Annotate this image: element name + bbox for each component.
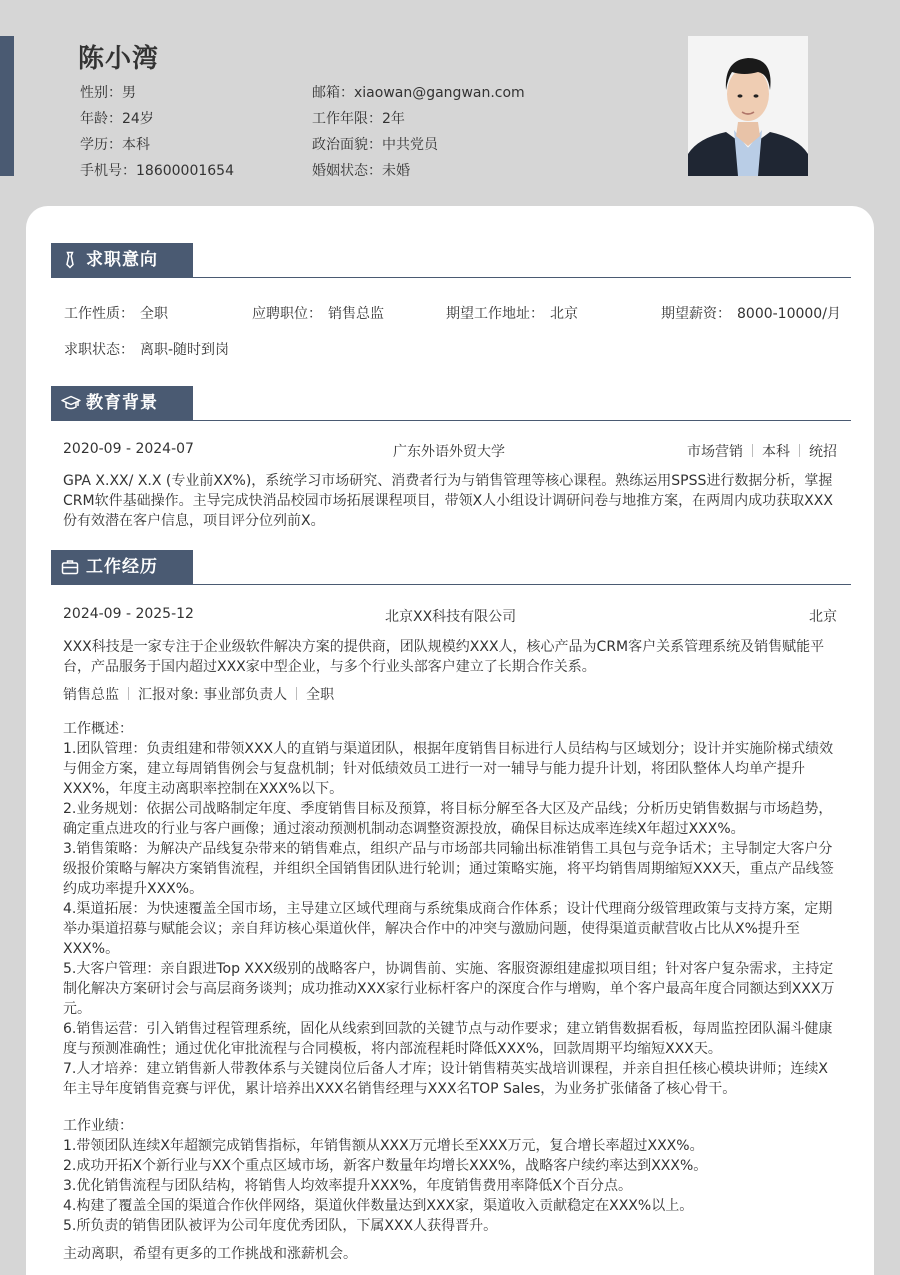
edu-description: GPA X.XX/ X.X (专业前XX%)，系统学习市场研究、消费者行为与销售管理等核心课程。熟练运用SPSS进行数据分析，掌握 CRM软件基础操作。主导完成快消品校园市场拓展课程项目，带领X人小组设计调研问卷与地推方案，在两周内成功获取XXX 份有效潜在客户信息，项目评分位列前X。 xyxy=(63,473,833,529)
work-achievements: 工作业绩： 1.带领团队连续X年超额完成销售指标，年销售额从XXX万元增长至XXX万元，复合增长率超过XXX%。 2.成功开拓X个新行业与XX个重点区域市场，新客户数量年均增长XXX%，战略客户续约率达到XXX%。 3.优化销售流程与团队结构，将销售人均效率提升XXX%，年度销售费用率降低X个百分点。 4.构建了覆盖全国的渠道合作伙伴网络，渠道伙伴数量达到XXX家，渠道收入贡献稳定在XXX%以上。 5.所负责的销售团队被评为公司年度优秀团队，下属XXX人获得晋升。 xyxy=(63,1116,841,1236)
job-position: 应聘职位： 销售总监 xyxy=(252,306,384,322)
work-city: 北京 xyxy=(809,609,837,625)
gender: 性别：男 xyxy=(80,85,136,101)
age: 年龄：24岁 xyxy=(80,111,154,127)
accent-bar xyxy=(0,36,14,176)
edu-mode: 统招 xyxy=(809,444,837,460)
section-work xyxy=(51,550,851,585)
profile-photo xyxy=(688,36,808,176)
candidate-name: 陈小湾 xyxy=(78,44,160,74)
job-salary: 期望薪资： 8000-10000/月 xyxy=(661,306,841,322)
graduation-cap-icon xyxy=(61,394,81,412)
section-intention xyxy=(51,243,851,278)
work-company: 北京XX科技有限公司 xyxy=(385,609,517,625)
edu-school: 广东外语外贸大学 xyxy=(393,444,505,460)
marital-status: 婚姻状态：未婚 xyxy=(312,163,410,179)
political-status: 政治面貌：中共党员 xyxy=(312,137,438,153)
education-level: 学历：本科 xyxy=(80,137,150,153)
basic-info-right xyxy=(312,82,525,186)
tie-icon xyxy=(61,251,79,269)
edu-major: 市场营销 xyxy=(687,444,743,460)
leave-reason: 主动离职，希望有更多的工作挑战和涨薪机会。 xyxy=(63,1246,357,1262)
briefcase-icon xyxy=(61,558,79,576)
work-overview: 工作概述： 1.团队管理：负责组建和带领XXX人的直销与渠道团队，根据年度销售目标进行人员结构与区域划分；设计并实施阶梯式绩效 与佣金方案，建立每周销售例会与复盘机制；针对低绩效员工进行一对一辅导与能力提升计划，将团队整体人均单产提升 XXX%，年度主动离职率控制在XXX%以下。 2.业务规划：依据公司战略制定年度、季度销售目标及预算，将目标分解至各大区及产品线；分析历史销售数据与市场趋势， 确定重点进攻的行业与客户画像；通过滚动预测机制动态调整资源投放，确保目标达成率连续X年超过XXX%。 3.销售策略：为解决产品线复杂带来的销售难点，组织产品与市场部共同输出标准销售工具包与竞争话术；主导制定大客户分 级报价策略与解决方案销售流程，并组织全国销售团队进行轮训；通过策略实施，将平均销售周期缩短XXX天，重点产品线签 约成功率提升XXX%。 4.渠道拓展：为快速覆盖全国市场，主导建立区域代理商与系统集成商合作体系；设计代理商分级管理政策与支持方案，定期 举办渠道招募与赋能会议；亲自拜访核心渠道伙伴，解决合作中的冲突与激励问题，使得渠道贡献营收占比从X%提升至 XXX%。 5.大客户管理：亲自跟进Top XXX级别的战略客户，协调售前、实施、客服资源组建虚拟项目组；针对客户复杂需求，主持定 制化解决方案研讨会与高层商务谈判；成功推动XXX家行业标杆客户的深度合作与增购，单个客户最高年度合同额达到XXX万 元。 6.销售运营：引入销售过程管理系统，固化从线索到回款的关键节点与动作要求；建立销售数据看板，每周监控团队漏斗健康 度与预测准确性；通过优化审批流程与合同模板，将内部流程耗时降低XXX%，回款周期平均缩短XXX天。 7.人才培养：建立销售新人带教体系与关键岗位后备人才库；设计销售精英实战培训课程，并亲自担任核心模块讲师；连续X 年主导年度销售竞赛与评优，累计培养出XXX名销售经理与XXX名TOP Sales，为业务扩张储备了核心骨干。 xyxy=(63,719,841,1099)
work-type: 全职 xyxy=(306,687,335,703)
edu-period: 2020-09 - 2024-07 xyxy=(63,441,194,457)
job-type: 工作性质： 全职 xyxy=(64,306,168,322)
work-period: 2024-09 - 2025-12 xyxy=(63,606,194,622)
work-role-meta xyxy=(63,684,334,704)
work-role: 销售总监 xyxy=(63,687,119,703)
overview-title: 工作概述： xyxy=(63,721,133,737)
company-intro: XXX科技是一家专注于企业级软件解决方案的提供商，团队规模约XXX人，核心产品为CRM客户关系管理系统及销售赋能平 台，产品服务于国内超过XXX家中型企业，与多个行业头部客户建立了长期合作关系。 xyxy=(63,639,825,675)
edu-degree: 本科 xyxy=(762,444,790,460)
edu-meta xyxy=(687,441,837,461)
job-location: 期望工作地址： 北京 xyxy=(446,306,578,322)
achievement-title: 工作业绩： xyxy=(63,1118,133,1134)
work-years: 工作年限：2年 xyxy=(312,111,405,127)
basic-info-left xyxy=(80,82,234,186)
job-status: 求职状态： 离职-随时到岗 xyxy=(64,342,230,358)
section-title-education: 教育背景 xyxy=(86,393,158,413)
email: 邮箱：xiaowan@gangwan.com xyxy=(312,85,525,101)
section-education xyxy=(51,386,851,421)
phone: 手机号：18600001654 xyxy=(80,163,234,179)
section-title-work: 工作经历 xyxy=(86,557,158,577)
work-report: 汇报对象: 事业部负责人 xyxy=(138,687,288,703)
section-title-intention: 求职意向 xyxy=(86,250,158,270)
